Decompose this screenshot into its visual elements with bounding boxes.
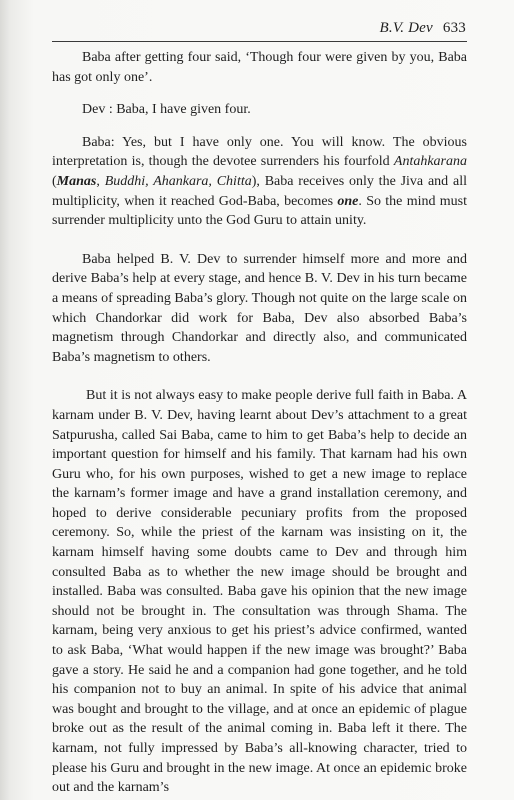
running-head-author: B.V. Dev [379, 20, 433, 36]
page-number: 633 [442, 20, 466, 36]
paragraph-3-text-b: ( [52, 173, 57, 189]
paragraph-5: But it is not always easy to make people derive full faith in Baba. A karnam under B. V. Dev, having learnt about Dev’s attachment to a great Satpurusha, called Sai Baba, came to him to get Baba’s help to decide an important question for himself and his family. That karnam had his own Guru who, for his own purposes, wished to get a new image to replace the karnam’s former image and have a grand installation ceremony, and hoped to derive considerable pecuniary profits from the proposed ceremony. So, while the priest of the karnam was insisting on it, the karnam himself having some doubts came to Dev and through him consulted Baba as to whether the new image should be brought and installed. Baba was consulted. Baba gave his opinion that the new image should not be brought in. The consultation was through Shama. The karnam, being very anxious to get his priest’s advice confirmed, wanted to ask Baba, ‘What would happen if the new image was brought?’ Baba gave a story. He said he and a companion had gone together, and he told his companion not to buy an animal. In spite of his advice that animal was bought and brought to the village, and at once an epidemic of plague broke out as the result of the animal coming in. Baba left it there. The karnam, not fully impressed by Baba’s all-knowing character, tried to please his Guru and brought in the new image. At once an epidemic broke out and the karnam’s [52, 388, 467, 796]
paragraph-1: Baba after getting four said, ‘Though four were given by you, Baba has got only one’. [52, 50, 467, 85]
term-one: one [337, 193, 359, 209]
term-faculties: Buddhi, Ahankara, Chitta [104, 173, 252, 189]
page-body [52, 48, 467, 798]
term-manas: Manas [56, 173, 97, 189]
paragraph-2: Dev : Baba, I have given four. [82, 102, 251, 118]
term-antahkarana: Antahkarana [393, 154, 467, 170]
paragraph-3-text-a: Baba: Yes, but I have only one. You will know. The obvious interpretation is, though the devotee surrenders his fourfold [52, 134, 467, 170]
paragraph-3-text-c: , [96, 173, 105, 189]
paragraph-3 [52, 133, 467, 231]
paragraph-3-text-d: ), Baba receives only the Jiva and all multiplicity, when it reached God-Baba, becomes [52, 173, 467, 209]
header-rule [52, 41, 467, 42]
paragraph-4: Baba helped B. V. Dev to surrender himself more and more and derive Baba’s help at every stage, and hence B. V. Dev in his turn became a means of spreading Baba’s glory. Though not quite on the large scale on which Chandorkar did work for Baba, Dev also absorbed Baba’s magnetism through Chandorkar and directly also, and communicated Baba’s magnetism to others. [52, 251, 467, 365]
running-head [0, 20, 466, 37]
paragraph-3-text-e: . So the mind must surrender multiplicity unto the God Guru to attain unity. [52, 193, 467, 229]
